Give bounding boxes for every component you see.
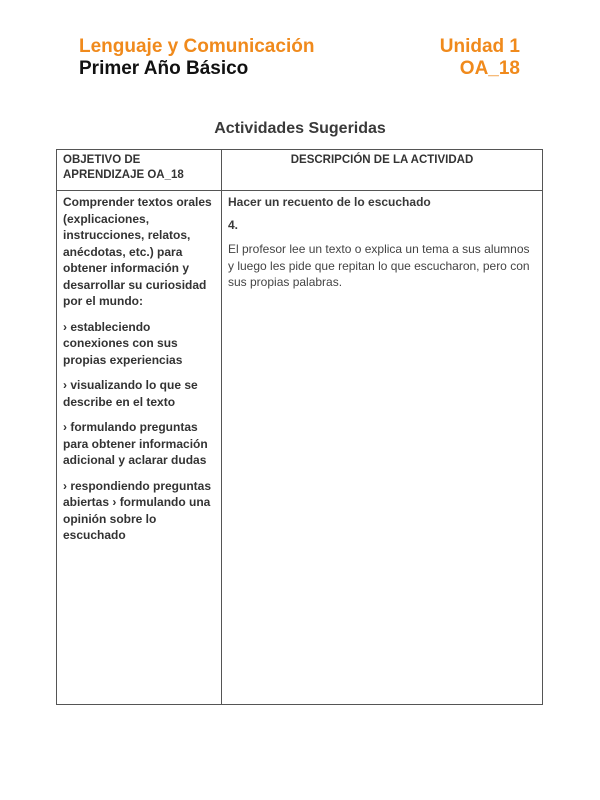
document-header-left bbox=[79, 36, 314, 80]
activity-number: 4. bbox=[228, 217, 239, 232]
unit-label: Unidad 1 bbox=[439, 36, 520, 57]
header-row-divider bbox=[57, 190, 542, 191]
objective-item: › visualizando lo que se describe en el texto bbox=[63, 378, 198, 409]
objective-intro: Comprender textos orales (explicaciones, instrucciones, relatos, anécdotas, etc.) para obtener información y desarrollar su curiosidad por el mundo: bbox=[63, 195, 212, 308]
activity-cell bbox=[228, 194, 538, 291]
objective-item: › respondiendo preguntas abiertas › formulando una opinión sobre lo escuchado bbox=[63, 478, 212, 542]
objective-cell bbox=[63, 194, 217, 553]
oa-code-label: OA_18 bbox=[459, 58, 520, 79]
column-divider bbox=[221, 150, 222, 704]
objective-column-header: OBJETIVO DE APRENDIZAJE OA_18 bbox=[63, 154, 184, 181]
grade-title: Primer Año Básico bbox=[79, 58, 249, 79]
section-title: Actividades Sugeridas bbox=[214, 120, 386, 137]
subject-title: Lenguaje y Comunicación bbox=[79, 36, 315, 57]
activity-table bbox=[56, 149, 543, 705]
objective-item: › formulando preguntas para obtener información adicional y aclarar dudas bbox=[63, 420, 208, 467]
objective-item: › estableciendo conexiones con sus propias experiencias bbox=[63, 319, 183, 367]
activity-title: Hacer un recuento de lo escuchado bbox=[228, 195, 431, 209]
activity-description: El profesor lee un texto o explica un tema a sus alumnos y luego les pide que repitan lo que escucharon, pero con sus propias palabras. bbox=[228, 242, 530, 289]
document-header-right bbox=[440, 36, 520, 80]
description-column-header: DESCRIPCIÓN DE LA ACTIVIDAD bbox=[290, 154, 474, 166]
